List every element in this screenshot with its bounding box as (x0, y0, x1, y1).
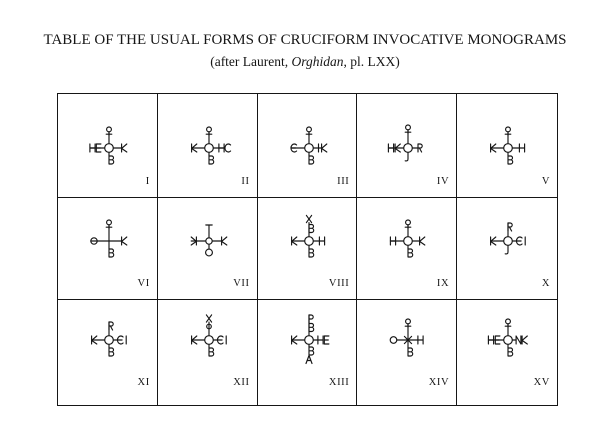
cell-numeral: II (241, 176, 250, 187)
monogram-figure-x (482, 215, 534, 267)
cell-numeral: V (541, 176, 550, 187)
cell-numeral: VIII (328, 278, 350, 289)
monogram-figure-v (482, 122, 534, 174)
monogram-figure-viii (283, 215, 335, 267)
subtitle-text: (after Laurent, (210, 54, 292, 69)
table-cell (158, 198, 258, 300)
page-subtitle (0, 54, 605, 70)
table-cell (258, 94, 358, 198)
monogram-figure-xv (482, 314, 534, 366)
subtitle-text: , pl. LXX) (343, 54, 400, 69)
table-cell (357, 198, 457, 300)
table-cell (58, 94, 158, 198)
cell-numeral: XIV (428, 377, 450, 388)
table-cell (457, 300, 557, 405)
table-cell (58, 300, 158, 405)
table-cell (158, 94, 258, 198)
monogram-figure-xiv (382, 314, 434, 366)
table-cell (58, 198, 158, 300)
monogram-figure-iii (283, 122, 335, 174)
cell-numeral: VI (137, 278, 150, 289)
monogram-figure-vii (183, 215, 235, 267)
cell-numeral: IV (436, 176, 450, 187)
monogram-figure-vi (83, 215, 135, 267)
cell-numeral: III (337, 176, 350, 187)
cell-numeral: XV (533, 377, 550, 388)
table-cell (258, 198, 358, 300)
monogram-figure-xiii (283, 314, 335, 366)
page-title: TABLE OF THE USUAL FORMS OF CRUCIFORM INVOCATIVE MONOGRAMS (43, 32, 567, 48)
cell-numeral: IX (436, 278, 450, 289)
cell-numeral: XI (137, 377, 150, 388)
monogram-figure-ix (382, 215, 434, 267)
monogram-table (57, 93, 558, 406)
table-cell (258, 300, 358, 405)
monogram-figure-xi (83, 314, 135, 366)
subtitle-source-name: Orghidan (291, 54, 344, 69)
table-cell (457, 198, 557, 300)
monogram-figure-ii (183, 122, 235, 174)
cell-numeral: XII (233, 377, 250, 388)
monogram-figure-xii (183, 314, 235, 366)
cell-numeral: VII (233, 278, 250, 289)
monogram-figure-i (83, 122, 135, 174)
table-cell (457, 94, 557, 198)
cell-numeral: XIII (328, 377, 350, 388)
table-cell (158, 300, 258, 405)
cell-numeral: X (541, 278, 550, 289)
cell-numeral: I (145, 176, 150, 187)
table-cell (357, 300, 457, 405)
monogram-figure-iv (382, 122, 434, 174)
table-cell (357, 94, 457, 198)
